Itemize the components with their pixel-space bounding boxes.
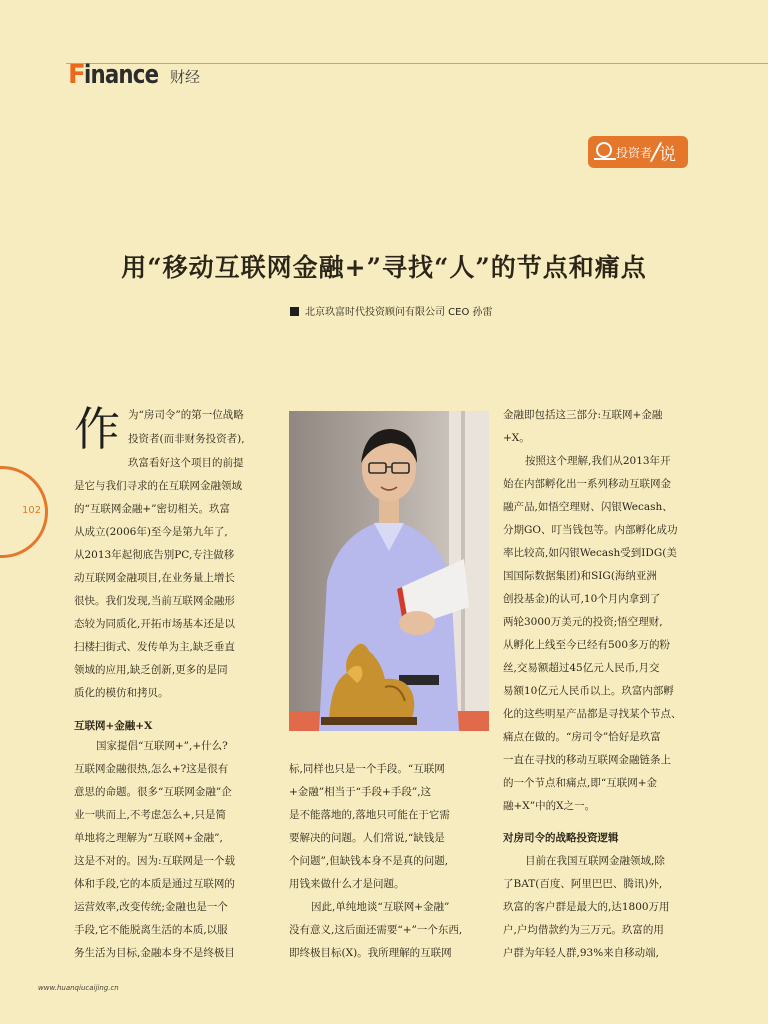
header-rule — [66, 63, 768, 64]
byline-square-icon — [290, 307, 299, 316]
badge-right-text: 说 — [659, 145, 676, 165]
col1-line: 质化的模仿和拷贝。 — [74, 687, 169, 699]
col2-line: 要解决的问题。人们常说,“缺钱是 — [289, 832, 445, 844]
col3-line: 从孵化上线至今已经有500多万的粉 — [503, 639, 671, 651]
col1-line: 领域的应用,缺乏创新,更多的是同 — [74, 664, 228, 676]
col3-line: 了BAT(百度、阿里巴巴、腾讯)外, — [503, 878, 663, 890]
col1-line: 动互联网金融项目,在业务量上增长 — [74, 572, 235, 584]
col3-subhead: 对房司令的战略投资逻辑 — [503, 832, 619, 844]
col1-line: 业一哄而上,不考虑怎么+,只是简 — [74, 809, 226, 821]
byline-text: 北京玖富时代投资顾问有限公司 CEO 孙雷 — [305, 307, 493, 318]
col2-line: 是不能落地的,落地只可能在于它需 — [289, 809, 450, 821]
col1-line: 意思的命题。很多“互联网金融”企 — [74, 786, 232, 798]
col1-line: 的“互联网金融+”密切相关。玖富 — [74, 503, 231, 515]
col1-intro-line: 为“房司令”的第一位战略 — [128, 409, 244, 421]
article-title: 用“移动互联网金融+”寻找“人”的节点和痛点 — [121, 253, 647, 282]
badge-left-text: 投资者 — [616, 146, 653, 160]
page-number: 102 — [22, 505, 42, 516]
col1-line: 务生活为目标,金融本身不是终极目 — [74, 947, 235, 959]
column-badge — [588, 136, 688, 168]
col2-line: +金融”相当于“手段+手段”,这 — [289, 786, 432, 798]
col2-line: 因此,单纯地谈“互联网+金融” — [311, 901, 450, 913]
col3-line: +X。 — [503, 432, 530, 444]
brand-cn: 财经 — [170, 68, 201, 86]
col1-line: 从成立(2006年)至今是第九年了, — [74, 526, 228, 538]
col1-line: 态较为同质化,开拓市场基本还是以 — [74, 618, 235, 630]
badge-underline — [594, 158, 616, 160]
col1-line: 互联网金融很热,怎么+?这是很有 — [74, 763, 229, 775]
col3-line: 金融即包括这三部分:互联网+金融 — [503, 409, 663, 421]
col3-line: 按照这个理解,我们从2013年开 — [525, 455, 671, 467]
col3-line: 融+X”中的X之一。 — [503, 800, 596, 812]
col3-line: 率比较高,如闪银Wecash受到IDG(美 — [503, 547, 677, 559]
col3-line: 玖富的客户群是最大的,达1800万用 — [503, 901, 670, 913]
col3-line: 一直在寻找的移动互联网金融链条上 — [503, 754, 671, 766]
col1-line: 体和手段,它的本质是通过互联网的 — [74, 878, 235, 890]
col1-subhead: 互联网+金融+X — [74, 720, 153, 732]
brand-name: inance — [84, 60, 159, 90]
col3-line: 融产品,如悟空理财、闪银Wecash、 — [503, 501, 673, 513]
col2-line: 标,同样也只是一个手段。“互联网 — [289, 763, 445, 775]
col1-line: 单地将之理解为“互联网+金融”, — [74, 832, 223, 844]
col3-line: 丝,交易额超过45亿元人民币,月交 — [503, 662, 660, 674]
col1-line: 国家提倡“互联网+”,+什么? — [96, 740, 228, 752]
col3-line: 的一个节点和痛点,即“互联网+金 — [503, 777, 658, 789]
drop-cap: 作 — [74, 402, 120, 456]
col3-line: 易额10亿元人民币以上。玖富内部孵 — [503, 685, 674, 697]
col3-line: 创投基金)的认可,10个月内拿到了 — [503, 593, 661, 605]
col3-line: 两轮3000万美元的投资;悟空理财, — [503, 616, 663, 628]
brand-initial: F — [68, 60, 85, 90]
col3-line: 户群为年轻人群,93%来自移动端, — [503, 947, 660, 959]
col3-line: 始在内部孵化出一系列移动互联网金 — [503, 478, 671, 490]
col3-line: 痛点在做的。“房司令”恰好是玖富 — [503, 731, 661, 743]
col1-intro-line: 玖富看好这个项目的前提 — [128, 457, 244, 469]
footer-url[interactable]: www.huanqiucaijing.cn — [38, 984, 119, 992]
magazine-header — [0, 56, 768, 92]
col1-line: 运营效率,改变传统;金融也是一个 — [74, 901, 228, 913]
byline — [290, 303, 493, 318]
col1-line: 从2013年起彻底告别PC,专注做移 — [74, 549, 235, 561]
col1-line: 手段,它不能脱离生活的本质,以服 — [74, 924, 228, 936]
col2-line: 用钱来做什么才是问题。 — [289, 878, 405, 890]
speech-bubble-icon — [596, 142, 612, 158]
ceo-portrait-illustration — [289, 411, 489, 731]
col2-line: 个问题”,但缺钱本身不是真的问题, — [289, 855, 449, 867]
ceo-photo — [289, 411, 489, 731]
col1-line: 是它与我们寻求的在互联网金融领域 — [74, 480, 242, 492]
col1-line: 扫楼扫街式、发传单为主,缺乏垂直 — [74, 641, 235, 653]
col2-line: 即终极目标(X)。我所理解的互联网 — [289, 947, 452, 959]
col1-intro-line: 投资者(而非财务投资者), — [128, 433, 245, 445]
col1-line: 这是不对的。因为:互联网是一个载 — [74, 855, 236, 867]
col3-line: 国国际数据集团)和SIG(海纳亚洲 — [503, 570, 657, 582]
col1-line: 很快。我们发现,当前互联网金融形 — [74, 595, 235, 607]
col3-line: 分期GO、叮当钱包等。内部孵化成功 — [503, 524, 678, 536]
col3-line: 户,户均借款约为三万元。玖富的用 — [503, 924, 664, 936]
col3-line: 化的这些明星产品都是寻找某个节点、 — [503, 708, 682, 720]
col3-line: 目前在我国互联网金融领域,除 — [525, 855, 665, 867]
col2-line: 没有意义,这后面还需要“+”一个东西, — [289, 924, 463, 936]
